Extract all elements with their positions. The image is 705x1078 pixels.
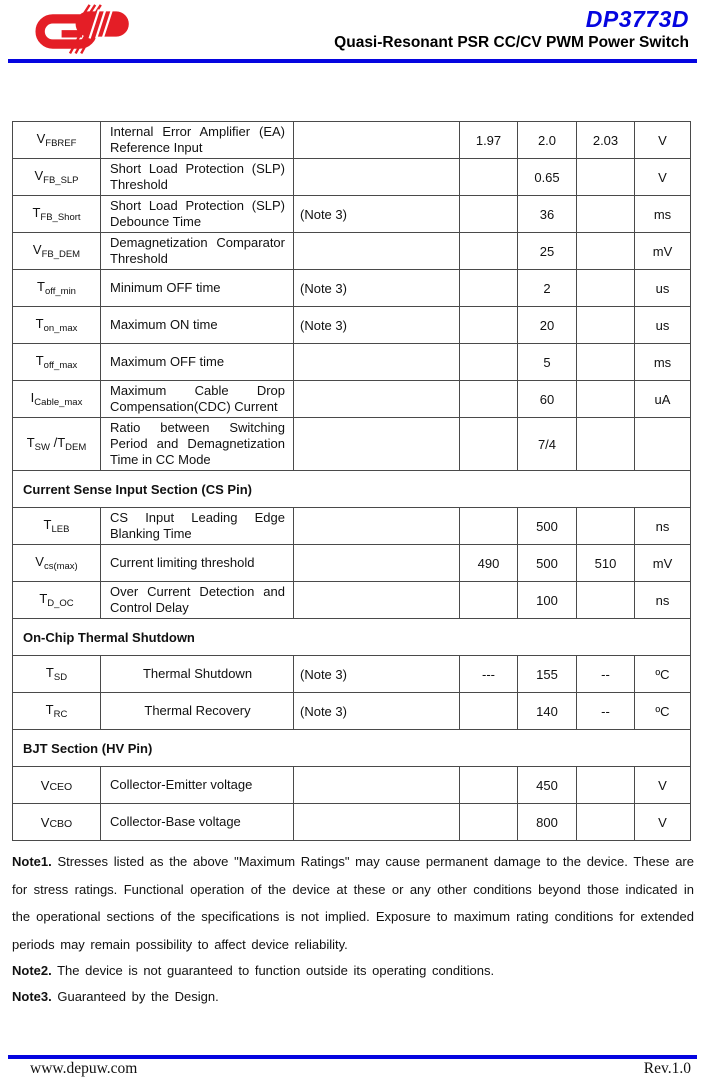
unit-cell: ms <box>635 344 691 381</box>
typ-cell: 155 <box>518 656 577 693</box>
table-row <box>13 196 691 233</box>
description-cell: Maximum OFF time <box>101 344 294 381</box>
table-row <box>13 656 691 693</box>
conditions-cell <box>294 159 460 196</box>
description-cell: Maximum ON time <box>101 307 294 344</box>
unit-cell <box>635 418 691 471</box>
max-cell <box>577 767 635 804</box>
table-row <box>13 545 691 582</box>
symbol-cell: $T_{LEB}$ <box>13 508 101 545</box>
max-cell <box>577 159 635 196</box>
max-cell <box>577 582 635 619</box>
min-cell <box>460 270 518 307</box>
typ-cell: 450 <box>518 767 577 804</box>
description-cell: Over Current Detection and Control Delay <box>101 582 294 619</box>
min-cell <box>460 804 518 841</box>
description-cell: Internal Error Amplifier (EA) Reference Input <box>101 122 294 159</box>
notes-section <box>12 848 694 1009</box>
conditions-cell <box>294 381 460 418</box>
description-cell: Maximum Cable Drop Compensation(CDC) Current <box>101 381 294 418</box>
unit-cell: ms <box>635 196 691 233</box>
symbol-cell: $T_{off\_min}$ <box>13 270 101 307</box>
min-cell <box>460 418 518 471</box>
max-cell: -- <box>577 693 635 730</box>
spec-table-body <box>13 122 691 841</box>
typ-cell: 5 <box>518 344 577 381</box>
min-cell <box>460 381 518 418</box>
description-cell: Current limiting threshold <box>101 545 294 582</box>
note-paragraph: Note2. The device is not guaranteed to function outside its operating conditions. <box>12 963 495 978</box>
description-cell: Demagnetization Comparator Threshold <box>101 233 294 270</box>
typ-cell: 500 <box>518 545 577 582</box>
unit-cell: V <box>635 159 691 196</box>
table-row <box>13 582 691 619</box>
symbol-cell: $V_{cs(max)}$ <box>13 545 101 582</box>
dp-company-logo-icon <box>30 3 138 59</box>
max-cell: 510 <box>577 545 635 582</box>
unit-cell: V <box>635 767 691 804</box>
section-title: Current Sense Input Section (CS Pin) <box>13 471 691 508</box>
table-row <box>13 344 691 381</box>
note-label: Note1. <box>12 854 52 869</box>
symbol-cell: $T_{SD}$ <box>13 656 101 693</box>
note-label: Note2. <box>12 963 52 978</box>
unit-cell: V <box>635 122 691 159</box>
symbol-cell: $V_{FB\_SLP}$ <box>13 159 101 196</box>
max-cell: 2.03 <box>577 122 635 159</box>
min-cell: 490 <box>460 545 518 582</box>
unit-cell: mV <box>635 233 691 270</box>
page-header <box>0 0 705 60</box>
table-row <box>13 418 691 471</box>
header-rule <box>8 59 697 63</box>
min-cell <box>460 693 518 730</box>
min-cell <box>460 196 518 233</box>
unit-cell: us <box>635 307 691 344</box>
symbol-cell: $T_{on\_max}$ <box>13 307 101 344</box>
footer-revision: Rev.1.0 <box>643 1060 691 1077</box>
min-cell <box>460 767 518 804</box>
typ-cell: 25 <box>518 233 577 270</box>
unit-cell: us <box>635 270 691 307</box>
unit-cell: uA <box>635 381 691 418</box>
symbol-cell: $T_{SW}$ $/T_{DEM}$ <box>13 418 101 471</box>
typ-cell: 7/4 <box>518 418 577 471</box>
section-title: BJT Section (HV Pin) <box>13 730 691 767</box>
table-row <box>13 307 691 344</box>
typ-cell: 100 <box>518 582 577 619</box>
typ-cell: 800 <box>518 804 577 841</box>
table-row <box>13 693 691 730</box>
section-row <box>13 730 691 767</box>
table-row <box>13 804 691 841</box>
typ-cell: 500 <box>518 508 577 545</box>
page-footer <box>8 1055 697 1078</box>
conditions-cell: (Note 3) <box>294 693 460 730</box>
symbol-cell: VCBO <box>13 804 101 841</box>
description-cell: Thermal Shutdown <box>101 656 294 693</box>
min-cell <box>460 508 518 545</box>
table-row <box>13 233 691 270</box>
table-row <box>13 508 691 545</box>
table-row <box>13 159 691 196</box>
description-cell: Ratio between Switching Period and Demagnetization Time in CC Mode <box>101 418 294 471</box>
max-cell: -- <box>577 656 635 693</box>
description-cell: CS Input Leading Edge Blanking Time <box>101 508 294 545</box>
min-cell: 1.97 <box>460 122 518 159</box>
max-cell <box>577 307 635 344</box>
note-paragraph: Note3. Guaranteed by the Design. <box>12 988 219 1004</box>
max-cell <box>577 196 635 233</box>
document-subtitle: Quasi-Resonant PSR CC/CV PWM Power Switch <box>334 34 689 51</box>
conditions-cell <box>294 767 460 804</box>
part-number: DP3773D <box>585 6 689 32</box>
symbol-cell: $T_{RC}$ <box>13 693 101 730</box>
spec-table <box>12 121 691 841</box>
min-cell <box>460 159 518 196</box>
min-cell <box>460 233 518 270</box>
symbol-cell: VCEO <box>13 767 101 804</box>
conditions-cell <box>294 508 460 545</box>
typ-cell: 0.65 <box>518 159 577 196</box>
symbol-cell: $T_{D\_OC}$ <box>13 582 101 619</box>
conditions-cell <box>294 233 460 270</box>
conditions-cell: (Note 3) <box>294 270 460 307</box>
typ-cell: 60 <box>518 381 577 418</box>
unit-cell: ºC <box>635 656 691 693</box>
symbol-cell: $V_{FBREF}$ <box>13 122 101 159</box>
unit-cell: ºC <box>635 693 691 730</box>
min-cell <box>460 582 518 619</box>
conditions-cell: (Note 3) <box>294 196 460 233</box>
conditions-cell: (Note 3) <box>294 656 460 693</box>
conditions-cell <box>294 804 460 841</box>
conditions-cell <box>294 582 460 619</box>
min-cell <box>460 307 518 344</box>
typ-cell: 20 <box>518 307 577 344</box>
description-cell: Short Load Protection (SLP) Debounce Time <box>101 196 294 233</box>
max-cell <box>577 804 635 841</box>
max-cell <box>577 418 635 471</box>
symbol-cell: $T_{FB\_Short}$ <box>13 196 101 233</box>
max-cell <box>577 270 635 307</box>
description-cell: Collector-Emitter voltage <box>101 767 294 804</box>
description-cell: Minimum OFF time <box>101 270 294 307</box>
unit-cell: V <box>635 804 691 841</box>
typ-cell: 36 <box>518 196 577 233</box>
section-row <box>13 471 691 508</box>
symbol-cell: $T_{off\_max}$ <box>13 344 101 381</box>
note-label: Note3. <box>12 988 52 1004</box>
table-row <box>13 122 691 159</box>
typ-cell: 2.0 <box>518 122 577 159</box>
typ-cell: 2 <box>518 270 577 307</box>
typ-cell: 140 <box>518 693 577 730</box>
footer-website: www.depuw.com <box>30 1060 138 1077</box>
unit-cell: ns <box>635 582 691 619</box>
max-cell <box>577 508 635 545</box>
unit-cell: ns <box>635 508 691 545</box>
description-cell: Collector-Base voltage <box>101 804 294 841</box>
max-cell <box>577 381 635 418</box>
note-paragraph: Note1. Stresses listed as the above "Maximum Ratings" may cause permanent damage to the device. These are for stress ratings. Functional operation of the device at these or any other conditions beyond those indicated in the operational sections of the specifications is not implied. Exposure to maximum rating conditions for extended periods may remain possibility to affect device reliability. <box>12 854 694 952</box>
description-cell: Short Load Protection (SLP) Threshold <box>101 159 294 196</box>
description-cell: Thermal Recovery <box>101 693 294 730</box>
conditions-cell <box>294 344 460 381</box>
max-cell <box>577 344 635 381</box>
min-cell <box>460 344 518 381</box>
min-cell: --- <box>460 656 518 693</box>
symbol-cell: $V_{FB\_DEM}$ <box>13 233 101 270</box>
table-row <box>13 767 691 804</box>
conditions-cell <box>294 418 460 471</box>
unit-cell: mV <box>635 545 691 582</box>
section-row <box>13 619 691 656</box>
max-cell <box>577 233 635 270</box>
table-row <box>13 381 691 418</box>
conditions-cell: (Note 3) <box>294 307 460 344</box>
conditions-cell <box>294 122 460 159</box>
symbol-cell: $I_{Cable\_max}$ <box>13 381 101 418</box>
table-row <box>13 270 691 307</box>
section-title: On-Chip Thermal Shutdown <box>13 619 691 656</box>
conditions-cell <box>294 545 460 582</box>
